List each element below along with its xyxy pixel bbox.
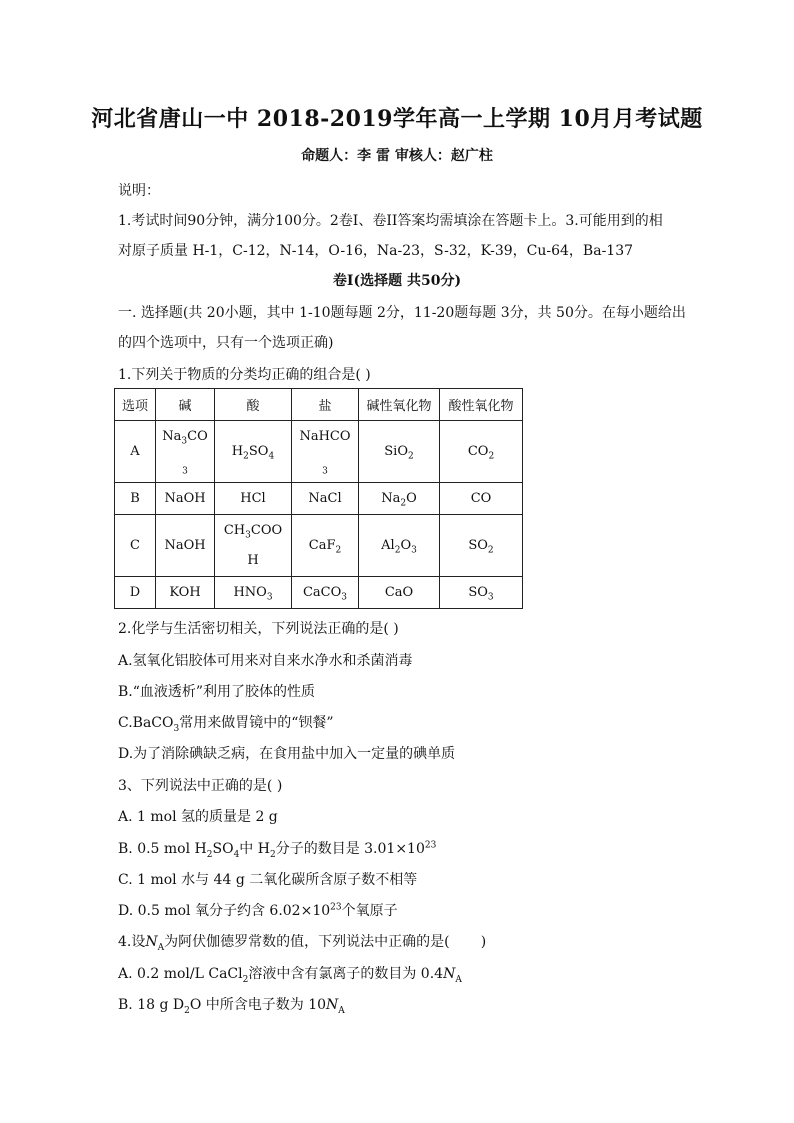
row-b-option: B [115, 483, 156, 515]
row-c-base: NaOH [156, 515, 215, 577]
option-c-text: 常用来做胃镜中的“钡餐” [179, 715, 334, 731]
row-c-acid: $CH_3COO$ H [215, 515, 292, 577]
option-c-formula: C.BaCO [118, 715, 174, 731]
question-3-option-b: B. 0.5 mol $H_2SO_4$中 $H_2$分子的数目是 $3.01\times 10^{23}$ [118, 840, 437, 860]
question-3-stem: 3、下列说法中正确的是( ) [118, 778, 283, 794]
instructions-line-2: 对原子质量 H-1，C-12，N-14，O-16，Na-23，S-32，K-39，Cu-64，Ba-137 [118, 243, 634, 259]
section-title: 卷Ⅰ(选择题 共50分) [332, 273, 462, 289]
row-a-basic-oxide: SiO$_2$ [359, 421, 440, 483]
question-3-option-a: A. 1 mol 氢的质量是 2 g [118, 809, 278, 825]
instructions-line-1: 1.考试时间90分钟，满分100分。2卷Ⅰ、卷II答案均需填涂在答题卡上。3.可能用到的相 [118, 213, 663, 229]
row-a-option: A [115, 421, 156, 483]
header-basic-oxide: 碱性氧化物 [359, 389, 440, 421]
section-intro-1: 一. 选择题(共 20小题，其中 1-10题每题 2分，11-20题每题 3分，共 50分。在每小题给出 [118, 305, 686, 321]
header-acidic-oxide: 酸性氧化物 [440, 389, 523, 421]
row-c-acidic-oxide: $SO_2$ [440, 515, 523, 577]
classification-table [114, 388, 523, 609]
row-b-basic-oxide: $Na_2O$ [359, 483, 440, 515]
question-2-option-c [118, 712, 334, 732]
row-b-acidic-oxide: CO [440, 483, 523, 515]
row-d-base: KOH [156, 577, 215, 609]
header-acid: 酸 [215, 389, 292, 421]
table-row [115, 483, 523, 515]
section-intro-2: 的四个选项中，只有一个选项正确) [118, 335, 334, 351]
author-line: 命题人：李 雷 审核人：赵广柱 [301, 148, 493, 164]
row-a-acidic-oxide: $CO_2$ [440, 421, 523, 483]
subscript: 3 [173, 723, 180, 734]
question-2-option-a: A.氢氧化铝胶体可用来对自来水净水和杀菌消毒 [118, 653, 413, 669]
question-3-option-d: D. 0.5 mol 氧分子约含 $6.02\times 10^{23}$个氧原子 [118, 902, 398, 919]
row-d-option: D [115, 577, 156, 609]
question-2-option-d: D.为了消除碘缺乏病，在食用盐中加入一定量的碘单质 [118, 746, 456, 762]
document-title: 河北省唐山一中 2018-2019学年高一上学期 10月月考试题 [91, 106, 703, 132]
row-d-salt: CaCO$_3$ [292, 577, 359, 609]
instructions-heading: 说明： [118, 183, 160, 199]
row-b-acid: HCl [215, 483, 292, 515]
row-c-basic-oxide: $Al_2O_3$ [359, 515, 440, 577]
question-2-option-b: B.“血液透析”利用了胶体的性质 [118, 684, 316, 700]
table-row [115, 421, 523, 483]
header-salt: 盐 [292, 389, 359, 421]
row-d-basic-oxide: CaO [359, 577, 440, 609]
question-4-option-a: A. 0.2 mol/L CaCl$_2$溶液中含有氯离子的数目为 $0.4N_A$ [118, 966, 462, 985]
table-header-row [115, 389, 523, 421]
row-d-acid: $HNO_3$ [215, 577, 292, 609]
row-b-base: NaOH [156, 483, 215, 515]
row-c-option: C [115, 515, 156, 577]
row-b-salt: NaCl [292, 483, 359, 515]
question-2-stem: 2.化学与生活密切相关，下列说法正确的是( ) [118, 621, 399, 637]
table-row [115, 515, 523, 577]
row-d-acidic-oxide: $SO_3$ [440, 577, 523, 609]
question-4-option-b: B. 18 g $D_2O$ 中所含电子数为 $10N_A$ [118, 997, 345, 1016]
question-4-stem: 4.设$N_A$为阿伏伽德罗常数的值，下列说法中正确的是( ) [118, 934, 487, 953]
row-a-salt: NaHCO $_3$ [292, 421, 359, 483]
row-a-base: $Na_3CO$ $_3$ [156, 421, 215, 483]
table-row [115, 577, 523, 609]
row-c-salt: CaF$_2$ [292, 515, 359, 577]
header-base: 碱 [156, 389, 215, 421]
question-3-option-c: C. 1 mol 水与 44 g 二氧化碳所含原子数不相等 [118, 872, 418, 888]
header-option: 选项 [115, 389, 156, 421]
question-1-stem: 1.下列关于物质的分类均正确的组合是( ) [118, 367, 371, 383]
row-a-acid: $H_2SO_4$ [215, 421, 292, 483]
